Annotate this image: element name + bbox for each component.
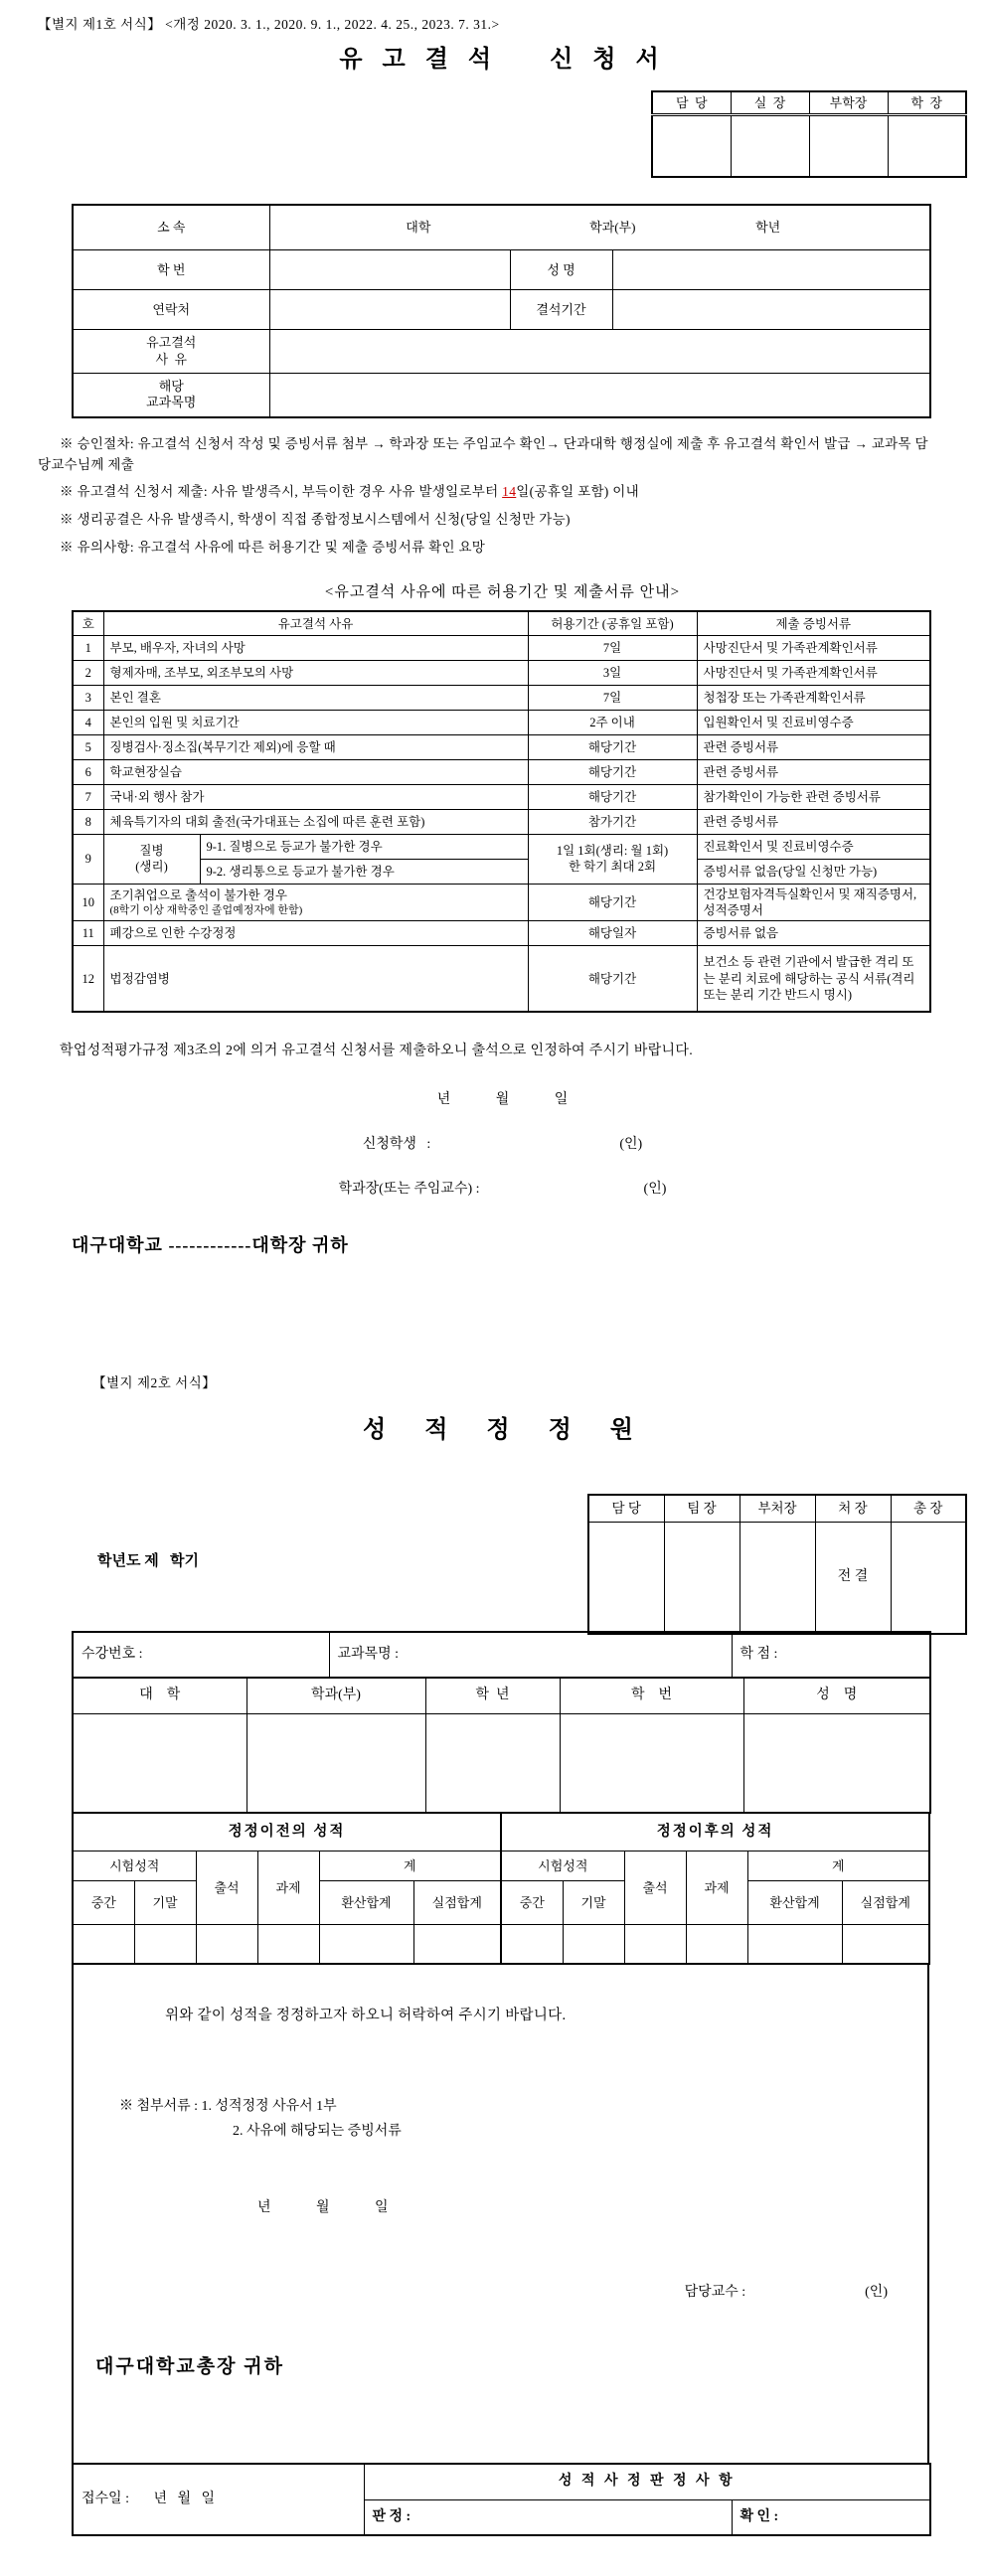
attachments-line-2: 2. 사유에 해당되는 증빙서류 bbox=[233, 2123, 402, 2139]
approval-delegate-cell[interactable]: 전 결 bbox=[815, 1522, 891, 1634]
form2-recipient: 대구대학교총장 귀하 bbox=[95, 2355, 284, 2377]
actual-total-header: 실점합계 bbox=[842, 1880, 929, 1924]
guide-header-reason: 유고결석 사유 bbox=[103, 611, 528, 635]
guide-row-2: 2 형제자매, 조부모, 외조부모의 사망 3일 사망진단서 및 가족관계확인서류 bbox=[73, 660, 930, 685]
course-number-label: 수강번호 : bbox=[82, 1646, 143, 1662]
midterm-header: 중간 bbox=[73, 1880, 134, 1924]
depthead-seal-mark: (인) bbox=[643, 1181, 667, 1197]
affiliation-input-cell[interactable] bbox=[269, 205, 930, 250]
form2-statement-box bbox=[72, 1963, 929, 2465]
guide-row-8: 8 체육특기자의 대회 출전(국가대표는 소집에 따른 훈련 포함) 참가기간 관련 증빙서류 bbox=[73, 809, 930, 834]
grade-judgement-header: 성 적 사 정 판 정 사 항 bbox=[364, 2464, 930, 2499]
approval-header-damdang: 담 당 bbox=[652, 91, 731, 115]
guide-row-1: 1 부모, 배우자, 자녀의 사망 7일 사망진단서 및 가족관계확인서류 bbox=[73, 635, 930, 660]
converted-total-header: 환산합계 bbox=[319, 1880, 413, 1924]
approval-sign-cell[interactable] bbox=[891, 1522, 966, 1634]
form1-revision-note: <개정 2020. 3. 1., 2020. 9. 1., 2022. 4. 25., 2023. 7. 31.> bbox=[165, 17, 500, 32]
approval-header-cheojang: 처 장 bbox=[815, 1495, 891, 1522]
final-header: 기말 bbox=[134, 1880, 196, 1924]
college-input-cell[interactable] bbox=[73, 1713, 246, 1813]
student-info-table bbox=[72, 1677, 931, 1814]
form1-date-line: 년 월 일 bbox=[436, 1091, 569, 1107]
guide-row-3: 3 본인 결혼 7일 청첩장 또는 가족관계확인서류 bbox=[73, 685, 930, 710]
absence-reason-input-cell[interactable] bbox=[269, 330, 930, 374]
before-correction-header: 정정이전의 성적 bbox=[73, 1813, 501, 1851]
approval-header-hakjang: 학 장 bbox=[888, 91, 966, 115]
semester-line: 학년도 제 학기 bbox=[97, 1553, 199, 1570]
approval-header-siljang: 실 장 bbox=[731, 91, 809, 115]
name-input-cell[interactable] bbox=[612, 250, 930, 290]
course-name-label: 교과목명 : bbox=[337, 1646, 399, 1662]
guide-row10-reason: 조기취업으로 출석이 불가한 경우 (8학기 이상 재학중인 졸업예정자에 한함) bbox=[103, 884, 528, 921]
course-name-cell[interactable] bbox=[329, 1632, 732, 1678]
credit-cell[interactable] bbox=[732, 1632, 930, 1678]
absence-period-label: 결석기간 bbox=[510, 290, 612, 330]
form1-recipient: 대구대학교 ------------대학장 귀하 bbox=[72, 1234, 349, 1255]
grade-input-cell[interactable] bbox=[686, 1924, 747, 1964]
guide-header-period: 허용기간 (공휴일 포함) bbox=[528, 611, 697, 635]
contact-input-cell[interactable] bbox=[269, 290, 510, 330]
name-header: 성 명 bbox=[743, 1678, 930, 1713]
department-suffix-label: 학과(부) bbox=[589, 220, 636, 236]
approval-header-damdang: 담 당 bbox=[588, 1495, 664, 1522]
name-input-cell[interactable] bbox=[743, 1713, 930, 1813]
college-header: 대 학 bbox=[73, 1678, 246, 1713]
assignment-header: 과제 bbox=[257, 1851, 319, 1924]
total-header: 계 bbox=[747, 1851, 929, 1880]
professor-seal-mark: (인) bbox=[865, 2284, 888, 2300]
total-header: 계 bbox=[319, 1851, 501, 1880]
guide-row-4: 4 본인의 입원 및 치료기간 2주 이내 입원확인서 및 진료비영수증 bbox=[73, 710, 930, 734]
form2-date-line: 년 월 일 bbox=[257, 2199, 389, 2215]
form1-statement: 학업성적평가규정 제3조의 2에 의거 유고결석 신청서를 제출하오니 출석으로 인정하여 주시기 바랍니다. bbox=[60, 1043, 694, 1058]
receipt-date-cell[interactable]: 접수일 : 년 월 일 bbox=[73, 2464, 364, 2535]
exam-score-header: 시험성적 bbox=[501, 1851, 624, 1880]
grade-input-cell[interactable] bbox=[747, 1924, 842, 1964]
college-suffix-label: 대학 bbox=[406, 220, 431, 236]
guide-row-7: 7 국내·외 행사 참가 해당기간 참가확인이 가능한 관련 증빙서류 bbox=[73, 784, 930, 809]
judgement-cell[interactable]: 판 정 : bbox=[364, 2499, 732, 2535]
exam-score-header: 시험성적 bbox=[73, 1851, 196, 1880]
guide-row9-period: 1일 1회(생리: 월 1회) 한 학기 최대 2회 bbox=[528, 834, 697, 884]
form1-depthead-signature-row bbox=[38, 1181, 967, 1200]
note-caution: ※ 유의사항: 유고결석 사유에 따른 허용기간 및 제출 증빙서류 확인 요망 bbox=[60, 540, 486, 556]
form1-student-signature-row bbox=[38, 1136, 967, 1155]
department-header: 학과(부) bbox=[246, 1678, 425, 1713]
converted-total-header: 환산합계 bbox=[747, 1880, 842, 1924]
grade-input-cell[interactable] bbox=[624, 1924, 686, 1964]
guide-header-no: 호 bbox=[73, 611, 103, 635]
department-input-cell[interactable] bbox=[246, 1713, 425, 1813]
grade-input-cell[interactable] bbox=[73, 1924, 134, 1964]
approval-header-timjang: 팀 장 bbox=[664, 1495, 740, 1522]
guide-table-caption: <유고결석 사유에 따른 허용기간 및 제출서류 안내> bbox=[324, 584, 681, 601]
affiliation-label: 소 속 bbox=[73, 205, 269, 250]
guide-row-10: 10 조기취업으로 출석이 불가한 경우 (8학기 이상 재학중인 졸업예정자에 한함) 해당기간 건강보험자격득실확인서 및 재직증명서, 성적증명서 bbox=[73, 884, 930, 921]
actual-total-header: 실점합계 bbox=[413, 1880, 501, 1924]
year-suffix-label: 학년 bbox=[755, 220, 781, 236]
course-name-input-cell[interactable] bbox=[269, 374, 930, 417]
grade-input-cell[interactable] bbox=[257, 1924, 319, 1964]
absence-period-input-cell[interactable] bbox=[612, 290, 930, 330]
guide-header-docs: 제출 증빙서류 bbox=[697, 611, 930, 635]
grade-input-cell[interactable] bbox=[196, 1924, 257, 1964]
course-number-cell[interactable] bbox=[73, 1632, 329, 1678]
form1-title: 유 고 결 석 신 청 서 bbox=[339, 47, 666, 74]
confirm-cell[interactable]: 확 인 : bbox=[732, 2499, 930, 2535]
assignment-header: 과제 bbox=[686, 1851, 747, 1924]
student-signature-label: 신청학생 : bbox=[362, 1136, 431, 1152]
name-label: 성 명 bbox=[510, 250, 612, 290]
approval-header-bucheojang: 부처장 bbox=[740, 1495, 815, 1522]
form2-statement: 위와 같이 성적을 정정하고자 하오니 허락하여 주시기 바랍니다. bbox=[165, 2008, 567, 2024]
note-menstrual-absence: ※ 생리공결은 사유 발생즉시, 학생이 직접 종합정보시스템에서 신청(당일 신청만 가능) bbox=[60, 512, 571, 528]
form1-approval-table bbox=[651, 90, 967, 178]
depthead-signature-label: 학과장(또는 주임교수) : bbox=[338, 1181, 480, 1197]
grade-input-cell[interactable] bbox=[842, 1924, 929, 1964]
form1-doc-label-line bbox=[38, 16, 967, 34]
form2 bbox=[38, 1374, 967, 2537]
guide-table bbox=[72, 610, 931, 1013]
form2-title: 성 적 정 정 원 bbox=[363, 1417, 642, 1444]
student-id-header: 학 번 bbox=[560, 1678, 743, 1713]
final-header: 기말 bbox=[563, 1880, 624, 1924]
approval-sign-cell[interactable] bbox=[888, 115, 966, 177]
form1-notes bbox=[38, 434, 932, 560]
guide-row-5: 5 징병검사·징소집(복무기간 제외)에 응할 때 해당기간 관련 증빙서류 bbox=[73, 734, 930, 759]
credit-label: 학 점 : bbox=[740, 1646, 778, 1662]
form2-footer-table bbox=[72, 2463, 931, 2536]
approval-sign-cell[interactable] bbox=[664, 1522, 740, 1634]
note-approval-procedure: ※ 승인절차: 유고결석 신청서 작성 및 증빙서류 첨부 → 학과장 또는 주임교수 확인→ 단과대학 행정실에 제출 후 유고결석 확인서 발급 → 교과목 담당교수님께 제출 bbox=[38, 435, 928, 472]
student-seal-mark: (인) bbox=[619, 1136, 643, 1152]
year-header: 학 년 bbox=[425, 1678, 560, 1713]
guide-row-12: 12 법정감염병 해당기간 보건소 등 관련 기관에서 발급한 격리 또는 분리 치료에 해당하는 공식 서류(격리 또는 분리 기간 반드시 명시) bbox=[73, 946, 930, 1012]
form1 bbox=[38, 16, 967, 1257]
professor-signature-label: 담당교수 : bbox=[684, 2284, 746, 2300]
absence-reason-label: 유고결석 사 유 bbox=[73, 330, 269, 374]
professor-signature-row bbox=[74, 2218, 927, 2303]
guide-row-9b: 9-2. 생리통으로 등교가 불가한 경우 증빙서류 없음(당일 신청만 가능) bbox=[73, 859, 930, 884]
guide-row-6: 6 학교현장실습 해당기간 관련 증빙서류 bbox=[73, 759, 930, 784]
form1-doc-label: 【별지 제1호 서식】 bbox=[38, 17, 162, 32]
grade-input-cell[interactable] bbox=[134, 1924, 196, 1964]
approval-sign-cell[interactable] bbox=[809, 115, 888, 177]
student-id-input-cell[interactable] bbox=[560, 1713, 743, 1813]
grade-input-cell[interactable] bbox=[501, 1924, 563, 1964]
approval-sign-cell[interactable] bbox=[740, 1522, 815, 1634]
approval-sign-cell[interactable] bbox=[588, 1522, 664, 1634]
deadline-days-highlight: 14 bbox=[502, 484, 517, 500]
form1-info-table bbox=[72, 204, 931, 418]
grade-input-cell[interactable] bbox=[319, 1924, 413, 1964]
year-input-cell[interactable] bbox=[425, 1713, 560, 1813]
guide-row9-category: 질병 (생리) bbox=[103, 834, 200, 884]
student-id-label: 학 번 bbox=[73, 250, 269, 290]
attachments-line-1: ※ 첨부서류 : 1. 성적정정 사유서 1부 bbox=[119, 2099, 337, 2114]
guide-row-11: 11 폐강으로 인한 수강정정 해당일자 증빙서류 없음 bbox=[73, 921, 930, 946]
approval-sign-cell[interactable] bbox=[652, 115, 731, 177]
grade-input-cell[interactable] bbox=[413, 1924, 501, 1964]
approval-sign-cell[interactable] bbox=[731, 115, 809, 177]
course-name-label: 해당 교과목명 bbox=[73, 374, 269, 417]
note-submission-deadline: ※ 유고결석 신청서 제출: 사유 발생즉시, 부득이한 경우 사유 발생일로부터 14일(공휴일 포함) 이내 bbox=[60, 484, 639, 500]
attendance-header: 출석 bbox=[624, 1851, 686, 1924]
student-id-input-cell[interactable] bbox=[269, 250, 510, 290]
course-info-table bbox=[72, 1631, 931, 1679]
form2-approval-table bbox=[587, 1494, 967, 1635]
attendance-header: 출석 bbox=[196, 1851, 257, 1924]
guide-row-9a: 9 질병 (생리) 9-1. 질병으로 등교가 불가한 경우 1일 1회(생리: 월 1회) 한 학기 최대 2회 진료확인서 및 진료비영수증 bbox=[73, 834, 930, 859]
after-correction-header: 정정이후의 성적 bbox=[501, 1813, 929, 1851]
midterm-header: 중간 bbox=[501, 1880, 563, 1924]
approval-header-buhakjang: 부학장 bbox=[809, 91, 888, 115]
contact-label: 연락처 bbox=[73, 290, 269, 330]
grade-input-cell[interactable] bbox=[563, 1924, 624, 1964]
approval-header-chongjang: 총 장 bbox=[891, 1495, 966, 1522]
form2-doc-label: 【별지 제2호 서식】 bbox=[92, 1374, 217, 1390]
grades-table bbox=[72, 1812, 930, 1965]
